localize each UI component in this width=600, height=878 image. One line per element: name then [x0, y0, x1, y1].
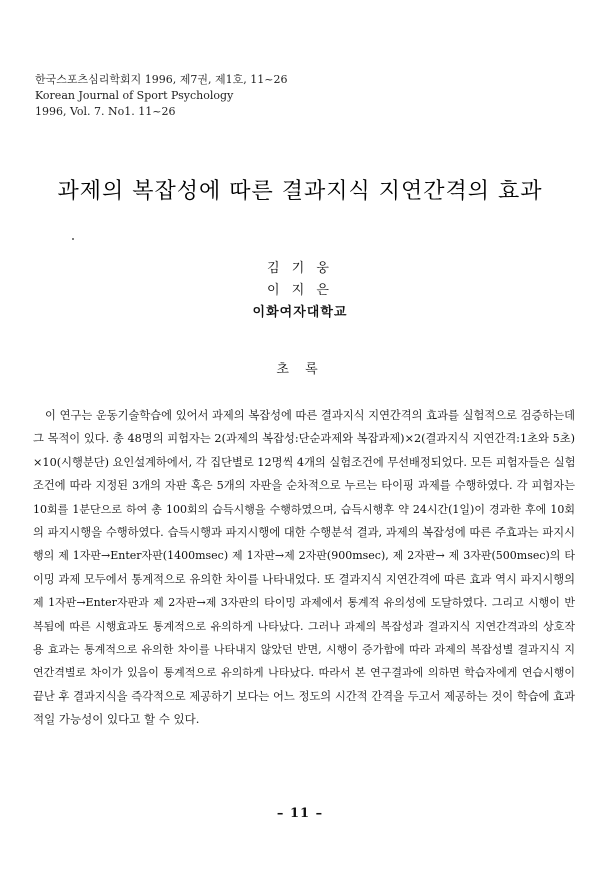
- journal-header: [35, 72, 287, 120]
- page-number: – 11 –: [276, 806, 324, 821]
- abstract-line: 이 연구는 운동기술학습에 있어서 과제의 복잡성에 따른 결과지식 지연간격의 효과를 실험적으로 검증하는데: [45, 409, 575, 422]
- abstract-line: ×10(시행분단) 요인설계하에서, 각 집단별로 12명씩 4개의 실험조건에 무선배정되었다. 모든 피험자들은 실험: [33, 455, 575, 469]
- author-name-1: 김 기 웅: [267, 261, 333, 276]
- journal-citation-korean: 한국스포츠심리학회지 1996, 제7권, 제1호, 11~26: [35, 73, 288, 86]
- abstract-line: 그 목적이 있다. 총 48명의 피험자는 2(과제의 복잡성:단순과제와 복잡과제)×2(결과지식 지연간격:1초와 5초): [33, 432, 575, 446]
- stray-mark: [72, 238, 74, 240]
- abstract-line: 적일 가능성이 있다고 할 수 있다.: [33, 712, 200, 727]
- abstract-line: 조건에 따라 지정된 3개의 자판 혹은 5개의 자판을 순차적으로 누르는 타이핑 과제를 수행하였다. 각 피험자는: [33, 479, 575, 493]
- author-block: [0, 258, 600, 324]
- journal-name-english: Korean Journal of Sport Psychology: [35, 89, 234, 102]
- journal-volume-info: 1996, Vol. 7. No1. 11~26: [35, 105, 176, 118]
- abstract-line: 연간격별로 차이가 있음이 통계적으로 유의하게 나타났다. 따라서 본 연구결과에 의하면 학습자에게 연습시행이: [33, 666, 575, 680]
- abstract-heading: 초 록: [276, 362, 324, 377]
- abstract-line: 제 1자판→Enter자판과 제 2자판→제 3자판의 타이밍 과제에서 통계적 유의성에 도달하였다. 그리고 시행이 반: [33, 596, 575, 610]
- author-affiliation: 이화여자대학교: [252, 305, 348, 320]
- abstract-body: [33, 404, 575, 732]
- abstract-line: 용 효과는 통계적으로 유의한 차이를 나타내지 않았던 반면, 시행이 증가함에 따라 과제의 복잡성별 결과지식 지: [33, 643, 575, 657]
- abstract-line: 이밍 과제 모두에서 통계적으로 유의한 차이를 나타내었다. 또 결과지식 지연간격에 따른 효과 역시 파지시행의: [33, 572, 575, 586]
- abstract-line: 의 파지시행을 수행하였다. 습득시행과 파지시행에 대한 수행분석 결과, 과제의 복잡성에 따른 주효과는 파지시: [33, 526, 575, 540]
- paper-title: 과제의 복잡성에 따른 결과지식 지연간격의 효과: [57, 179, 543, 204]
- abstract-line: 복됨에 따른 시행효과도 통계적으로 유의하게 나타났다. 그러나 과제의 복잡성과 결과지식 지연간격과의 상호작: [33, 619, 575, 633]
- abstract-line: 10회를 1분단으로 하여 총 100회의 습득시행을 수행하였으며, 습득시행후 약 24시간(1일)이 경과한 후에 10회: [33, 502, 575, 516]
- author-name-2: 이 지 은: [267, 283, 333, 298]
- abstract-line: 행의 제 1자판→Enter자판(1400msec) 제 1자판→제 2자판(900msec), 제 2자판→ 제 3자판(500msec)의 타: [33, 549, 575, 563]
- abstract-line: 끝난 후 결과지식을 즉각적으로 제공하기 보다는 어느 정도의 시간적 간격을 두고서 제공하는 것이 학습에 효과: [33, 689, 575, 703]
